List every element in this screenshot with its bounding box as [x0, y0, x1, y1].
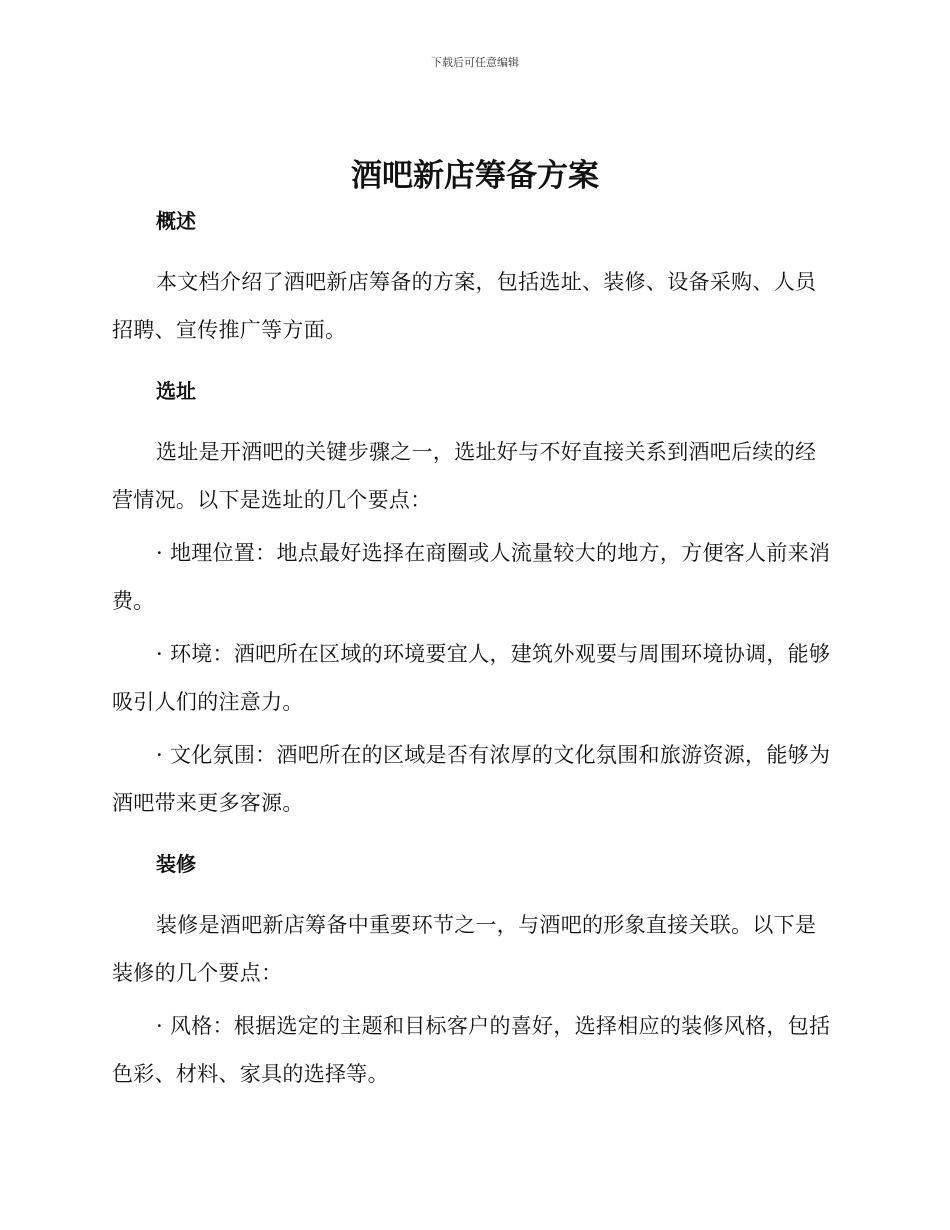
list-item: · 风格：根据选定的主题和目标客户的喜好，选择相应的装修风格，包括色彩、材料、家具的选择等。 — [112, 1014, 831, 1086]
paragraph: 装修是酒吧新店筹备中重要环节之一，与酒吧的形象直接关联。以下是装修的几个要点： — [112, 913, 817, 985]
section-heading: 装修 — [156, 852, 196, 876]
document-title: 酒吧新店筹备方案 — [351, 158, 599, 194]
paragraph: 本文档介绍了酒吧新店筹备的方案，包括选址、装修、设备采购、人员招聘、宣传推广等方面。 — [112, 270, 817, 342]
section-heading: 选址 — [156, 379, 196, 403]
paragraph: 选址是开酒吧的关键步骤之一，选址好与不好直接关系到酒吧后续的经营情况。以下是选址的几个要点： — [112, 440, 817, 512]
list-item: · 文化氛围：酒吧所在的区域是否有浓厚的文化氛围和旅游资源，能够为酒吧带来更多客源。 — [112, 743, 831, 815]
section-location — [112, 376, 834, 827]
section-heading: 概述 — [156, 209, 196, 233]
header-note: 下载后可任意编辑 — [431, 56, 519, 69]
section-decoration — [112, 849, 834, 1098]
list-item: · 地理位置：地点最好选择在商圈或人流量较大的地方，方便客人前来消费。 — [112, 541, 831, 613]
list-item: · 环境：酒吧所在区域的环境要宜人，建筑外观要与周围环境协调，能够吸引人们的注意力。 — [112, 642, 831, 714]
document-body — [112, 206, 834, 1098]
section-overview — [112, 206, 834, 354]
